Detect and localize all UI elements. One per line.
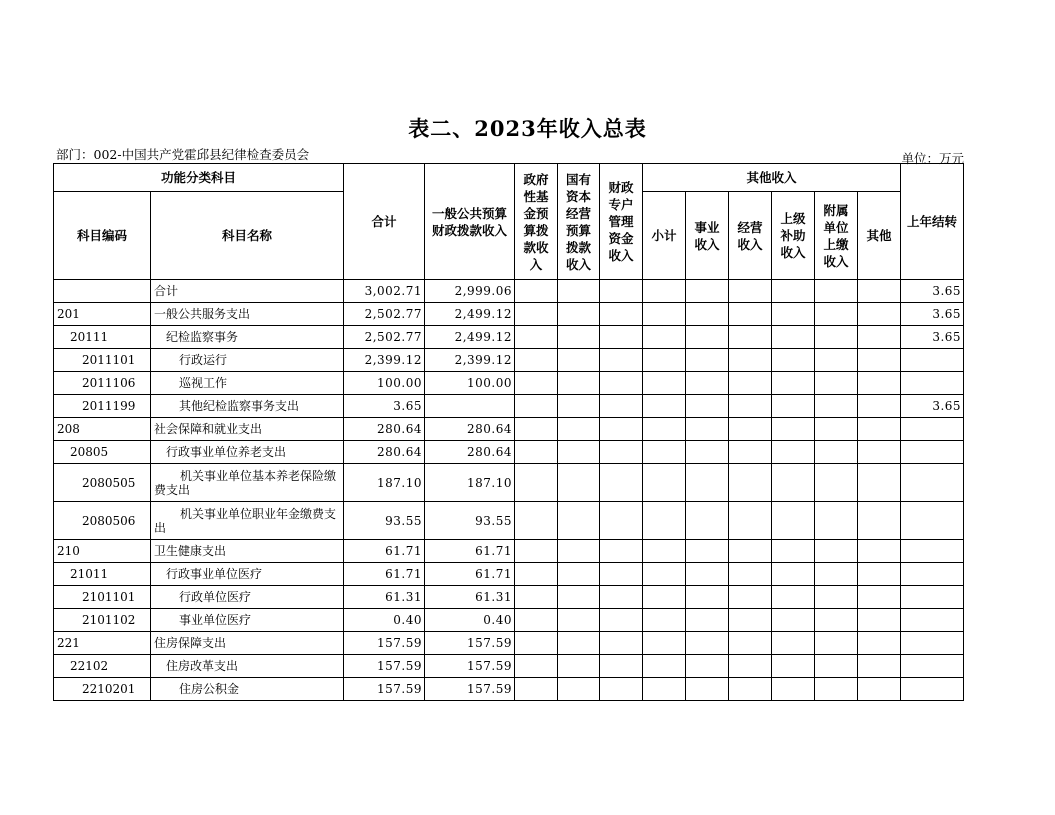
cell-name: 行政运行 bbox=[151, 349, 344, 372]
cell-name: 住房保障支出 bbox=[151, 632, 344, 655]
cell-name: 机关事业单位基本养老保险缴费支出 bbox=[151, 464, 344, 502]
cell-total: 61.31 bbox=[344, 586, 425, 609]
header-other: 其他 bbox=[858, 192, 901, 280]
table-row bbox=[54, 502, 964, 540]
cell-general: 280.64 bbox=[425, 418, 515, 441]
cell-total: 187.10 bbox=[344, 464, 425, 502]
cell-code: 20111 bbox=[54, 326, 151, 349]
cell-name: 住房改革支出 bbox=[151, 655, 344, 678]
table-row bbox=[54, 349, 964, 372]
table-row bbox=[54, 441, 964, 464]
table-row bbox=[54, 586, 964, 609]
cell-code bbox=[54, 280, 151, 303]
cell-total: 3.65 bbox=[344, 395, 425, 418]
header-subtotal: 小计 bbox=[643, 192, 686, 280]
unit-label: 单位：万元 bbox=[901, 151, 964, 166]
cell-code: 208 bbox=[54, 418, 151, 441]
cell-total: 2,399.12 bbox=[344, 349, 425, 372]
cell-total: 100.00 bbox=[344, 372, 425, 395]
cell-code: 201 bbox=[54, 303, 151, 326]
income-table bbox=[53, 163, 964, 701]
cell-carryover: 3.65 bbox=[901, 303, 964, 326]
table-row bbox=[54, 395, 964, 418]
cell-total: 3,002.71 bbox=[344, 280, 425, 303]
header-functional-class: 功能分类科目 bbox=[54, 164, 344, 192]
header-carryover: 上年结转 bbox=[901, 164, 964, 280]
cell-general: 2,499.12 bbox=[425, 303, 515, 326]
table-row bbox=[54, 464, 964, 502]
cell-name: 社会保障和就业支出 bbox=[151, 418, 344, 441]
cell-carryover bbox=[901, 632, 964, 655]
cell-total: 157.59 bbox=[344, 678, 425, 701]
cell-general: 157.59 bbox=[425, 632, 515, 655]
header-special-fund: 财政专户管理资金收入 bbox=[600, 164, 643, 280]
cell-carryover bbox=[901, 678, 964, 701]
cell-general bbox=[425, 395, 515, 418]
cell-general: 187.10 bbox=[425, 464, 515, 502]
cell-code: 2080506 bbox=[54, 502, 151, 540]
cell-carryover bbox=[901, 464, 964, 502]
cell-total: 280.64 bbox=[344, 418, 425, 441]
cell-general: 93.55 bbox=[425, 502, 515, 540]
cell-code: 210 bbox=[54, 540, 151, 563]
cell-name: 一般公共服务支出 bbox=[151, 303, 344, 326]
cell-name: 住房公积金 bbox=[151, 678, 344, 701]
cell-general: 157.59 bbox=[425, 655, 515, 678]
cell-total: 61.71 bbox=[344, 540, 425, 563]
cell-code: 2101101 bbox=[54, 586, 151, 609]
cell-general: 61.71 bbox=[425, 563, 515, 586]
cell-total: 0.40 bbox=[344, 609, 425, 632]
cell-code: 2101102 bbox=[54, 609, 151, 632]
cell-code: 2011101 bbox=[54, 349, 151, 372]
cell-name: 卫生健康支出 bbox=[151, 540, 344, 563]
cell-general: 61.71 bbox=[425, 540, 515, 563]
cell-carryover bbox=[901, 563, 964, 586]
cell-general: 280.64 bbox=[425, 441, 515, 464]
department-label: 部门：002-中国共产党霍邱县纪律检查委员会 bbox=[56, 147, 310, 162]
header-affiliated: 附属单位上缴收入 bbox=[815, 192, 858, 280]
table-row-total bbox=[54, 280, 964, 303]
cell-name: 行政单位医疗 bbox=[151, 586, 344, 609]
cell-general: 0.40 bbox=[425, 609, 515, 632]
cell-carryover bbox=[901, 655, 964, 678]
cell-name: 行政事业单位医疗 bbox=[151, 563, 344, 586]
cell-code: 21011 bbox=[54, 563, 151, 586]
table-row bbox=[54, 609, 964, 632]
cell-total: 2,502.77 bbox=[344, 326, 425, 349]
cell-total: 2,502.77 bbox=[344, 303, 425, 326]
cell-code: 2210201 bbox=[54, 678, 151, 701]
cell-general: 61.31 bbox=[425, 586, 515, 609]
cell-general: 100.00 bbox=[425, 372, 515, 395]
cell-total: 157.59 bbox=[344, 632, 425, 655]
cell-carryover bbox=[901, 609, 964, 632]
cell-carryover bbox=[901, 418, 964, 441]
cell-name: 巡视工作 bbox=[151, 372, 344, 395]
cell-general: 157.59 bbox=[425, 678, 515, 701]
header-name: 科目名称 bbox=[151, 192, 344, 280]
cell-name: 纪检监察事务 bbox=[151, 326, 344, 349]
header-operating: 经营收入 bbox=[729, 192, 772, 280]
cell-name: 行政事业单位养老支出 bbox=[151, 441, 344, 464]
cell-total: 61.71 bbox=[344, 563, 425, 586]
table-row bbox=[54, 563, 964, 586]
cell-code: 22102 bbox=[54, 655, 151, 678]
cell-carryover bbox=[901, 372, 964, 395]
cell-general: 2,399.12 bbox=[425, 349, 515, 372]
table-row bbox=[54, 655, 964, 678]
cell-total: 280.64 bbox=[344, 441, 425, 464]
cell-code: 221 bbox=[54, 632, 151, 655]
cell-code: 2080505 bbox=[54, 464, 151, 502]
cell-carryover: 3.65 bbox=[901, 326, 964, 349]
cell-carryover bbox=[901, 441, 964, 464]
cell-code: 20805 bbox=[54, 441, 151, 464]
cell-total: 157.59 bbox=[344, 655, 425, 678]
cell-name: 其他纪检监察事务支出 bbox=[151, 395, 344, 418]
cell-name: 事业单位医疗 bbox=[151, 609, 344, 632]
header-total: 合计 bbox=[344, 164, 425, 280]
cell-code: 2011106 bbox=[54, 372, 151, 395]
page-title: 表二、2023年收入总表 bbox=[408, 116, 647, 141]
header-business: 事业收入 bbox=[686, 192, 729, 280]
table-row bbox=[54, 418, 964, 441]
cell-general: 2,999.06 bbox=[425, 280, 515, 303]
cell-carryover bbox=[901, 349, 964, 372]
table-row bbox=[54, 372, 964, 395]
cell-total: 93.55 bbox=[344, 502, 425, 540]
cell-carryover bbox=[901, 586, 964, 609]
table-row bbox=[54, 303, 964, 326]
cell-carryover: 3.65 bbox=[901, 280, 964, 303]
cell-general: 2,499.12 bbox=[425, 326, 515, 349]
header-other-income: 其他收入 bbox=[643, 164, 901, 192]
header-code: 科目编码 bbox=[54, 192, 151, 280]
table-row bbox=[54, 632, 964, 655]
cell-carryover bbox=[901, 540, 964, 563]
cell-carryover: 3.65 bbox=[901, 395, 964, 418]
cell-name: 合计 bbox=[151, 280, 344, 303]
table-row bbox=[54, 326, 964, 349]
table-row bbox=[54, 540, 964, 563]
table-row bbox=[54, 678, 964, 701]
cell-carryover bbox=[901, 502, 964, 540]
header-state-capital: 国有资本经营预算拨款收入 bbox=[558, 164, 600, 280]
header-superior-subsidy: 上级补助收入 bbox=[772, 192, 815, 280]
cell-name: 机关事业单位职业年金缴费支出 bbox=[151, 502, 344, 540]
header-general-budget: 一般公共预算财政拨款收入 bbox=[425, 164, 515, 280]
header-gov-fund: 政府性基金预算拨款收入 bbox=[515, 164, 558, 280]
cell-code: 2011199 bbox=[54, 395, 151, 418]
